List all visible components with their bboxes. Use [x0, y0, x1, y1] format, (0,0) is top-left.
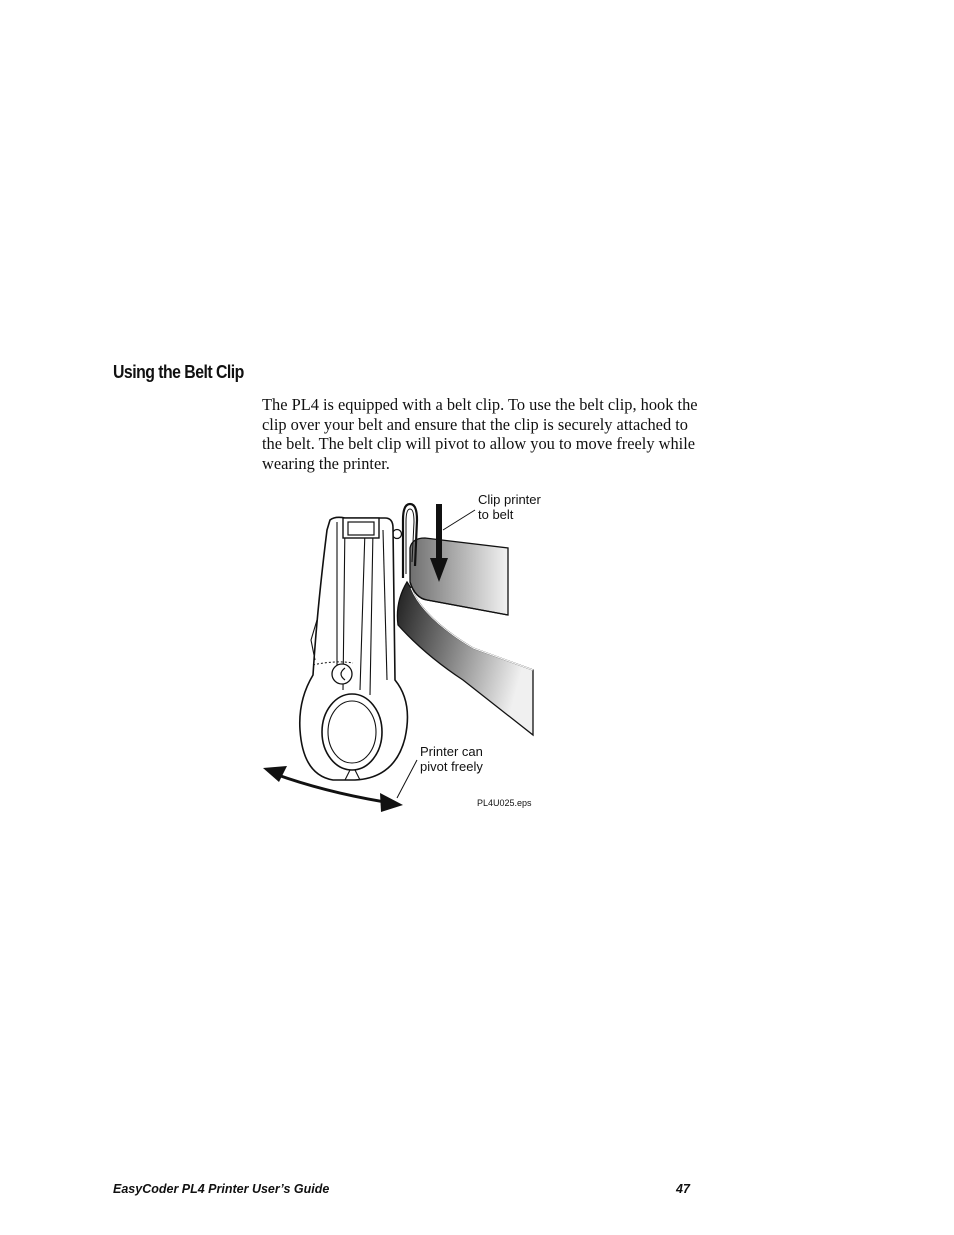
footer-page-number: 47	[676, 1182, 690, 1196]
printer-illustration	[300, 517, 408, 780]
figure-file-label: PL4U025.eps	[477, 798, 532, 808]
body-paragraph: The PL4 is equipped with a belt clip. To use the belt clip, hook the clip over your belt and ensure that the clip is securely attached to the belt. The belt clip will pivot to allow you to move freely while wearing the printer.	[262, 395, 698, 473]
belt-illustration	[397, 538, 533, 735]
footer-guide-title: EasyCoder PL4 Printer User’s Guide	[113, 1182, 330, 1196]
belt-clip-illustration	[255, 490, 555, 820]
belt-clip-figure	[255, 490, 555, 820]
callout-clip-to-belt: Clip printer to belt	[478, 492, 541, 522]
callout-pivot-freely: Printer can pivot freely	[420, 744, 483, 774]
section-heading: Using the Belt Clip	[113, 362, 244, 382]
